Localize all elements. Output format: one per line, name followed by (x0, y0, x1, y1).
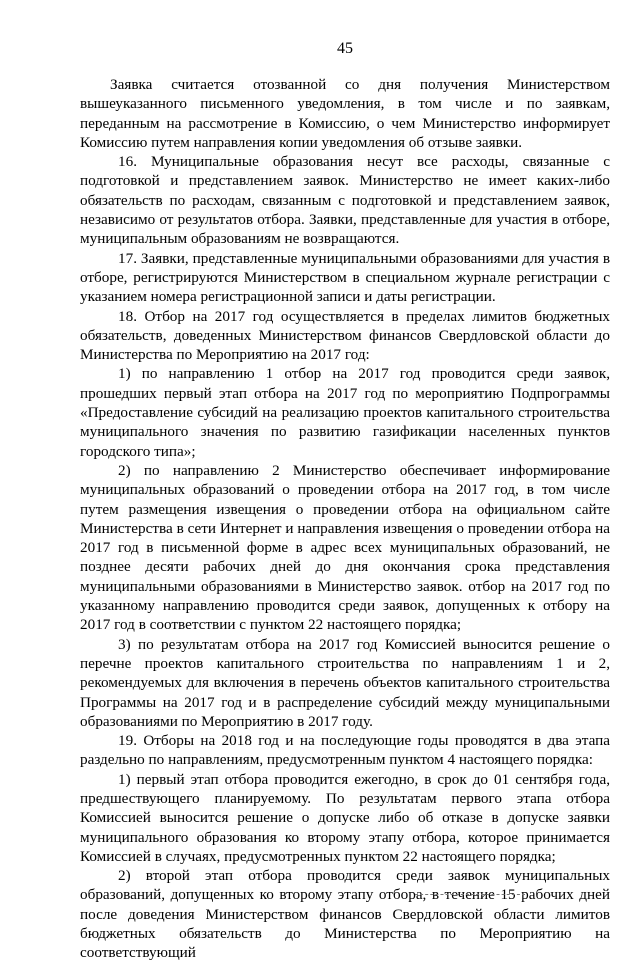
paragraph-19-item-1: 1) первый этап отбора проводится ежегодно, в срок до 01 сентября года, предшествующего планируемому. По результатам первого этапа отбора Комиссией выносится решение о допуске либо об отказе в допуске заявки муниципального образования ко второму этапу отбора, которое принимается Комиссией в случаях, предусмотренных пунктом 22 настоящего порядка; (80, 770, 610, 865)
paragraph-application-withdrawal: Заявка считается отозванной со дня получения Министерством вышеуказанного письменного уведомления, в том числе и по заявкам, переданным на рассмотрение в Комиссию, о чем Министерство информирует Комиссию путем направления копии уведомления об отзыве заявки. (80, 76, 610, 151)
paragraph-19-item-2: 2) второй этап отбора проводится среди заявок муниципальных образований, допущенных ко второму этапу отбора, в течение 15 рабочих дней после доведения Министерством финансов Свердловской области лимитов бюджетных обязательств до Министерства по Мероприятию на соответствующий (80, 867, 610, 962)
paragraph-19-selection-2018: 19. Отборы на 2018 год и на последующие годы проводятся в два этапа раздельно по направлениям, предусмотренным пунктом 4 настоящего порядка: (80, 732, 610, 769)
paragraph-18-item-2: 2) по направлению 2 Министерство обеспечивает информирование муниципальных образований о проведении отбора на 2017 год, в том числе путем размещения извещения о проведении отбора на официальном сайте Министерства в сети Интернет и направления извещения о проведении отбора на 2017 год в письменной форме в адрес всех муниципальных образований, не позднее десяти рабочих дней до дня окончания срока представления муниципальными образованиями в Министерство заявок. отбор на 2017 год по указанному направлению проводится среди заявок, допущенных к отбору на 2017 год в соответствии с пунктом 22 настоящего порядка; (80, 461, 610, 634)
page-number: 45 (337, 40, 353, 57)
document-body (80, 75, 610, 963)
paragraph-18-item-3: 3) по результатам отбора на 2017 год Комиссией выносится решение о перечне проектов капитального строительства по направлениям 1 и 2, рекомендуемых для включения в перечень объектов капитального строительства Программы на 2017 год и в распределение субсидий между муниципальными образованиями по Мероприятию в 2017 году. (80, 635, 610, 730)
paragraph-18-item-1: 1) по направлению 1 отбор на 2017 год проводится среди заявок, прошедших первый этап отбора на 2017 год по мероприятию Подпрограммы «Предоставление субсидий на реализацию проектов капитального строительства муниципального значения по развитию газификации населенных пунктов городского типа»; (80, 365, 610, 460)
footer-divider (415, 894, 525, 895)
paragraph-17-registration: 17. Заявки, представленные муниципальными образованиями для участия в отборе, регистрируются Министерством в специальном журнале регистрации с указанием номера регистрационной записи и даты регистрации. (80, 249, 610, 306)
paragraph-16-expenses: 16. Муниципальные образования несут все расходы, связанные с подготовкой и представлением заявок. Министерство не имеет каких-либо обязательств по расходам, связанным с подготовкой и представлением заявок, независимо от результатов отбора. Заявки, представленные для участия в отборе, муниципальным образованиям не возвращаются. (80, 153, 610, 248)
paragraph-18-selection-2017: 18. Отбор на 2017 год осуществляется в пределах лимитов бюджетных обязательств, доведенных Министерством финансов Свердловской области до Министерства по Мероприятию на 2017 год: (80, 307, 610, 364)
